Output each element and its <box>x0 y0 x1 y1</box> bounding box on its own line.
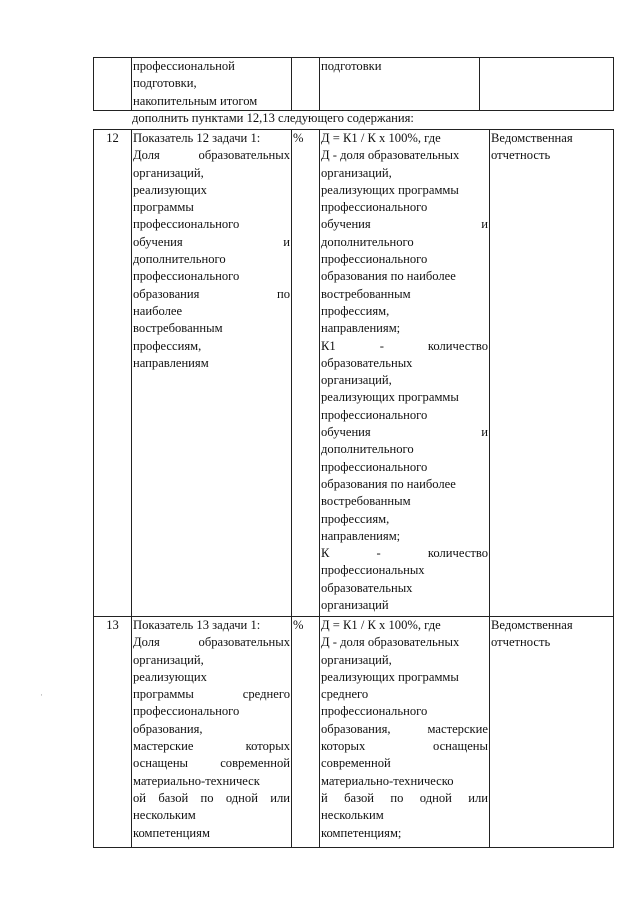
text-line: образования, мастерские <box>321 721 488 736</box>
text-line: образования по наиболее <box>321 476 456 491</box>
text-line: образования по <box>133 286 290 301</box>
unit-cell: % <box>292 617 320 848</box>
text-line: обучения и <box>133 234 290 249</box>
indicator-name-cell <box>132 58 292 111</box>
text-line: оснащены современной <box>133 756 290 771</box>
text-line: профессионального <box>321 200 428 215</box>
text-line: организаций, <box>321 165 392 180</box>
text-line: направлениям <box>133 355 209 370</box>
text-line: востребованным <box>133 321 223 336</box>
text-line: организаций <box>321 598 389 613</box>
text-line: обучения и <box>321 217 488 232</box>
text-line: наиболее <box>133 303 183 318</box>
unit-cell <box>292 58 320 111</box>
text-line: Показатель 13 задачи 1: <box>133 618 261 632</box>
text-line: Ведомственная <box>491 131 573 145</box>
text-line: реализующих <box>133 669 207 684</box>
text-line: программы среднего <box>133 687 290 702</box>
text-line: профессиональной <box>133 59 235 73</box>
continuation-table <box>93 57 614 111</box>
indicator-name-cell <box>132 130 292 617</box>
text-line: направлениям; <box>321 528 401 543</box>
text-line: ой базой по одной или <box>133 790 290 805</box>
text-line: профессиональных <box>321 563 425 578</box>
row-number-cell: 13 <box>94 617 132 848</box>
text-line: профессионального <box>133 269 240 284</box>
source-cell <box>490 130 614 617</box>
text-line: нескольким <box>321 808 384 823</box>
text-line: образовательных <box>321 580 413 595</box>
text-line: реализующих программы <box>321 182 459 197</box>
text-line: Д = К1 / К х 100%, где <box>321 131 441 145</box>
text-line: Доля образовательных <box>133 635 290 650</box>
text-line: дополнительного <box>133 252 226 267</box>
text-line: й базой по одной или <box>321 790 488 805</box>
text-line: материально-техническ <box>133 773 260 788</box>
formula-cell <box>320 617 490 848</box>
text-line: Ведомственная <box>491 618 573 632</box>
source-cell <box>480 58 614 111</box>
table-row <box>94 58 614 111</box>
text-line: профессионального <box>133 704 240 719</box>
formula-cell <box>320 58 480 111</box>
text-line: дополнительного <box>321 234 414 249</box>
text-line: отчетность <box>491 148 551 163</box>
text-line: образования, <box>133 721 203 736</box>
text-line: организаций, <box>133 165 204 180</box>
text-line: образования по наиболее <box>321 269 456 284</box>
text-line: среднего <box>321 687 369 702</box>
formula-cell <box>320 130 490 617</box>
text-line: образовательных <box>321 355 413 370</box>
text-line: профессионального <box>133 217 240 232</box>
text-line: востребованным <box>321 494 411 509</box>
text-line: Д - доля образовательных <box>321 635 460 650</box>
text-line: материально-техническо <box>321 773 454 788</box>
indicators-table <box>93 129 614 848</box>
text-line: компетенциям <box>133 825 210 840</box>
text-line: профессиям, <box>133 338 202 353</box>
text-line: организаций, <box>321 652 392 667</box>
text-line: направлениям; <box>321 321 401 336</box>
row-number-cell: 12 <box>94 130 132 617</box>
text-line: К1 - количество <box>321 338 488 353</box>
text-line: реализующих программы <box>321 390 459 405</box>
margin-mark: · <box>40 690 43 700</box>
text-line: нескольким <box>133 808 196 823</box>
text-line: профессионального <box>321 704 428 719</box>
text-line: мастерские которых <box>133 739 290 754</box>
text-line: организаций, <box>133 652 204 667</box>
amendment-note: дополнить пунктами 12,13 следующего содержания: <box>132 111 414 125</box>
row-number-cell <box>94 58 132 111</box>
text-line: накопительным итогом <box>133 93 258 108</box>
text-line: Показатель 12 задачи 1: <box>133 131 261 145</box>
text-line: Д - доля образовательных <box>321 148 460 163</box>
text-line: программы <box>133 200 194 215</box>
text-line: профессионального <box>321 252 428 267</box>
source-cell <box>490 617 614 848</box>
text-line: отчетность <box>491 635 551 650</box>
text-line: обучения и <box>321 425 488 440</box>
text-line: современной <box>321 756 391 771</box>
text-line: Доля образовательных <box>133 148 290 163</box>
table-row <box>94 130 614 617</box>
text-line: профессионального <box>321 459 428 474</box>
text-line: организаций, <box>321 373 392 388</box>
table-row <box>94 617 614 848</box>
text-line: Д = К1 / К х 100%, где <box>321 618 441 632</box>
text-line: реализующих программы <box>321 669 459 684</box>
text-line: подготовки <box>321 59 382 73</box>
text-line: подготовки, <box>133 76 197 91</box>
text-line: К - количество <box>321 546 488 561</box>
text-line: профессиям, <box>321 303 390 318</box>
text-line: компетенциям; <box>321 825 402 840</box>
text-line: которых оснащены <box>321 739 488 754</box>
unit-cell: % <box>292 130 320 617</box>
indicator-name-cell <box>132 617 292 848</box>
text-line: профессионального <box>321 407 428 422</box>
text-line: востребованным <box>321 286 411 301</box>
text-line: реализующих <box>133 182 207 197</box>
text-line: профессиям, <box>321 511 390 526</box>
text-line: дополнительного <box>321 442 414 457</box>
